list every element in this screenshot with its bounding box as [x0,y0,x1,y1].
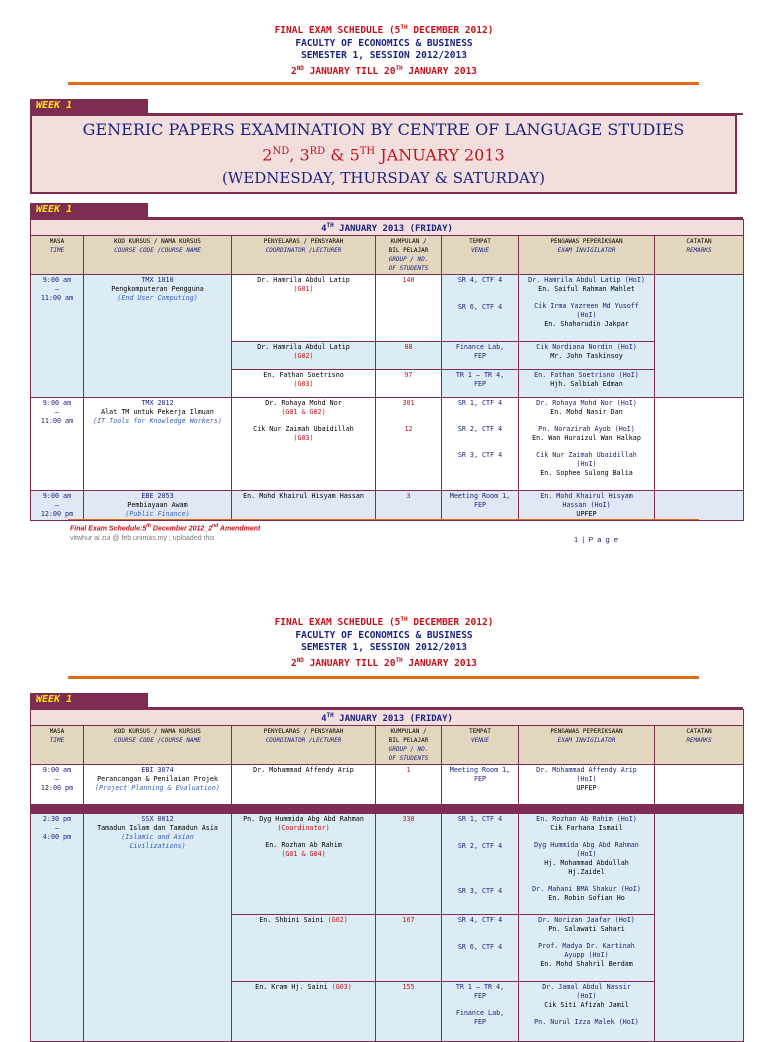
remarks-cell [655,814,744,1042]
spacer [444,434,516,451]
time-text: – [54,408,60,416]
group-code: (G02) [293,352,314,360]
date-text-end: JANUARY 2013 (FRIDAY) [333,224,453,234]
invigilator-hoi: (HoI) [576,850,597,858]
invigilator-cell [519,398,655,491]
col-label: CATATAN [686,238,712,245]
header-title: FINAL EXAM SCHEDULE (5 [274,25,401,37]
col-label-en: GROUP / NO. [388,256,429,263]
footer-part: Final Exam Schedule:5 [70,525,147,533]
invigilator: Cik Siti Afizah Jamil [544,1001,629,1009]
invigilator: En. Wan Huraizul Wan Halkap [532,434,641,442]
header-title-end: DECEMBER 2012) [407,25,494,37]
invigilator-cell [519,275,655,342]
venue: FEP [473,380,487,388]
generic-date-part: JANUARY 2013 [375,145,505,165]
invigilator-hoi: (HoI) [576,311,597,319]
coordinator-cell [232,398,376,491]
week-label-text: WEEK 1 [36,694,73,705]
spacer [444,1001,516,1009]
time-cell [31,765,84,805]
group-code: (G03) [331,983,352,991]
col-label: BIL PELAJAR [388,737,429,744]
invigilator: En. Sophee Sulong Balia [540,469,633,477]
venue: FEP [473,501,487,509]
date-sup: TH [326,712,334,719]
venue-cell [442,765,519,805]
coordinator-name: En. Shbini Saini [259,916,324,924]
header-range-end: JANUARY 2013 [402,65,478,77]
col-label: PENYELARAS / PENSYARAH [263,728,344,735]
course-code: EBE 2053 [141,492,174,500]
col-label-en: COURSE CODE /COURSE NAME [114,247,201,254]
footer-sup: nd [212,523,219,529]
separator-cell [31,805,744,814]
generic-date-part: , 3 [289,145,310,165]
date-row [31,220,744,236]
column-header-row [31,236,744,275]
footer-part: Amendment [218,525,261,533]
invigilator-hoi: (HoI) [576,775,597,783]
generic-title: GENERIC PAPERS EXAMINATION BY CENTRE OF LANGUAGE STUDIES [82,120,685,139]
header-sup: TH [395,656,403,664]
invigilator: Cik Farhana Ismail [550,824,623,832]
col-label: KUMPULAN / [390,238,427,245]
page-header [0,614,768,670]
remarks-cell [655,765,744,805]
col-label: PENYELARAS / PENSYARAH [263,238,344,245]
footer-part: December 2012_2 [150,525,213,533]
col-label: CATATAN [686,728,712,735]
schedule-table [30,709,744,1042]
col-time [31,236,84,275]
course-name: Pembiayaan Awam [127,501,188,509]
coordinator-cell [232,915,376,982]
venue: FEP [473,352,487,360]
course-name: Perancangan & Penilaian Projek [97,775,218,783]
venue-cell [442,275,519,342]
course-name: Pengkomputeran Pengguna [111,285,204,293]
col-remarks [655,726,744,765]
spacer [521,833,652,841]
venue: SR 2, CTF 4 [457,425,503,433]
group-code: (G02) [327,916,348,924]
col-venue [442,726,519,765]
students-count: 301 [402,399,415,407]
invigilator-hoi: Dr. Jamal Abdul Nassir [542,983,631,991]
invigilator-hoi: Cik Nur Zaimah Ubaidillah [536,451,637,459]
invigilator: UPFEP [576,784,597,792]
table-row [31,765,744,805]
venue: Finance Lab, [455,1009,505,1017]
invigilator-cell [519,342,655,370]
table-row [31,491,744,521]
course-name-en: (Islamic and Asian [121,833,194,841]
invigilator-hoi: (HoI) [576,460,597,468]
col-venue [442,236,519,275]
invigilator-cell [519,982,655,1042]
students-count: 155 [376,982,442,1042]
course-name-en: Civilizations) [129,842,186,850]
col-label: PENGAWAS PEPERIKSAAN [550,728,623,735]
col-label: KOD KURSUS / NAMA KURSUS [114,728,201,735]
spacer [444,851,516,887]
coordinator-name: Dr. Hamrila Abdul Latip [257,343,350,351]
coordinator-name: En. Kram Hj. Saini [255,983,328,991]
coordinator-cell [232,275,376,342]
invigilator-cell [519,491,655,521]
venue-cell [442,915,519,982]
header-range: 2 [290,65,297,77]
col-label-en: TIME [49,737,65,744]
spacer [444,285,516,303]
invigilator-cell [519,915,655,982]
invigilator: UPFEP [576,510,597,518]
invigilator-hoi: Dr. Mahani BMA Shakur (HoI) [532,885,641,893]
invigilator-hoi: Dr. Rohaya Mohd Nor (HoI) [536,399,637,407]
uploader-note: vitwhur ai zui @ feb.unimas.my ; uploaded this [70,535,215,542]
header-range-end: JANUARY 2013 [402,657,478,669]
col-label-en: REMARKS [686,247,712,254]
time-text: – [54,285,60,293]
header-range: 2 [290,657,297,669]
venue: SR 6, CTF 4 [457,303,503,311]
col-course [84,236,232,275]
coordinator-cell: Dr. Mohammad Affendy Arip [232,765,376,805]
spacer [378,408,439,425]
time-cell [31,275,84,398]
invigilator-hoi: Dr. Hamrila Abdul Latip (HoI) [528,276,645,284]
venue: TR 1 – TR 4, [455,983,505,991]
week-label [30,99,148,113]
invigilator: Hj.Zaidel [568,868,605,876]
venue: FEP [473,992,487,1000]
venue: Meeting Room 1, [449,492,511,500]
col-label-en: REMARKS [686,737,712,744]
venue: SR 3, CTF 4 [457,451,503,459]
date-sup: TH [326,222,334,229]
spacer [521,1010,652,1018]
coordinator-cell [232,814,376,915]
col-coordinator [232,236,376,275]
time-cell [31,398,84,491]
venue: FEP [473,1018,487,1026]
coordinator-cell [232,342,376,370]
invigilator: En. Shaharudin Jakpar [544,320,629,328]
coordinator-name: En. Fathan Soetrisno [263,371,344,379]
header-sup: TH [400,24,408,31]
time-text: – [54,824,60,832]
coordinator-name: Cik Nur Zaimah Ubaidillah [253,425,354,433]
week-label [30,203,148,217]
group-code: (G01 & G04) [281,850,326,858]
time-text: – [54,775,60,783]
header-title: FINAL EXAM SCHEDULE (5 [274,617,401,629]
invigilator: En. Mohd Nasir Dan [550,408,623,416]
col-label-en: COURSE CODE /COURSE NAME [114,737,201,744]
column-header-row [31,726,744,765]
students-count: 88 [376,342,442,370]
col-label: MASA [49,728,65,735]
group-code: (G03) [293,434,314,442]
students-count: 167 [376,915,442,982]
header-sup: TH [400,616,408,623]
orange-divider [68,82,699,85]
coordinator-name: Dr. Rohaya Mohd Nor [265,399,342,407]
students-count: 3 [376,491,442,521]
col-label-en: VENUE [470,737,490,744]
header-sup: TH [395,64,403,72]
time-cell [31,814,84,1042]
students-count: 1 [376,765,442,805]
invigilator-hoi: Ayupp (HoI) [564,951,609,959]
invigilator-hoi: Prof. Madya Dr. Kartinah [538,942,635,950]
invigilator-hoi: (HoI) [576,992,597,1000]
invigilator-hoi: Dyg Hummida Abg Abd Rahman [534,841,639,849]
remarks-cell [655,491,744,521]
week-label-text: WEEK 1 [36,204,73,215]
venue: SR 2, CTF 4 [457,842,503,850]
date-row [31,710,744,726]
header-sup: ND [296,64,304,72]
invigilator-hoi: Dr. Norizan Jaafar (HoI) [538,916,635,924]
coordinator-name: Dr. Hamrila Abdul Latip [257,276,350,284]
students-count: 140 [376,275,442,342]
col-label: BIL PELAJAR [388,247,429,254]
coordinator-cell [232,982,376,1042]
course-name-en: (End User Computing) [117,294,198,302]
course-code: TMX 2012 [141,399,174,407]
venue-cell [442,814,519,915]
course-cell [84,275,232,398]
col-time [31,726,84,765]
course-cell [84,814,232,1042]
date-cell [31,710,744,726]
invigilator: Pn. Salawati Sahari [548,925,625,933]
invigilator-hoi: En. Mohd Khairul Hisyam [540,492,633,500]
col-label: KOD KURSUS / NAMA KURSUS [114,238,201,245]
group-code: (G01) [293,285,314,293]
col-remarks [655,236,744,275]
orange-divider [68,676,699,679]
generic-date-part: & 5 [325,145,360,165]
course-name-en: (Project Planning & Evaluation) [95,784,220,792]
invigilator-hoi: En. Fathan Soetrisno (HoI) [534,371,639,379]
time-text: 4:00 pm [42,833,72,841]
venue: SR 1, CTF 4 [457,815,503,823]
date-cell [31,220,744,236]
venue-cell [442,370,519,398]
time-text: 2:30 pm [42,815,72,823]
table-row [31,275,744,342]
invigilator: Hjh. Salbiah Edman [550,380,623,388]
coordinator-cell [232,370,376,398]
invigilator-hoi: Hassan (HoI) [562,501,611,509]
col-coordinator [232,726,376,765]
course-name: Alat TM untuk Pekerja Ilmuan [101,408,214,416]
spacer [444,408,516,425]
col-course [84,726,232,765]
col-label: KUMPULAN / [390,728,427,735]
invigilator: En. Robin Sofian Ho [548,894,625,902]
col-label-en: GROUP / NO. [388,746,429,753]
generic-papers-box [30,114,737,194]
page-number: 1 | P a g e [574,535,619,544]
remarks-cell [655,398,744,491]
venue: SR 4, CTF 4 [457,916,503,924]
invigilator-cell [519,370,655,398]
invigilator: En. Saiful Rahman Mahlet [538,285,635,293]
col-label: TEMPAT [469,238,491,245]
date-text-end: JANUARY 2013 (FRIDAY) [333,714,453,724]
col-label: TEMPAT [469,728,491,735]
invigilator-hoi: Cik Irma Yazreen Md Yusoff [534,302,639,310]
col-group [376,726,442,765]
time-text: 11:00 am [40,417,74,425]
header-semester: SEMESTER 1, SESSION 2012/2013 [301,50,467,62]
generic-sup: TH [359,146,376,157]
generic-sup: RD [309,146,326,157]
col-label-en: COORDINATOR /LECTURER [265,247,342,254]
course-cell [84,398,232,491]
venue: SR 6, CTF 4 [457,943,503,951]
course-name: Tamadun Islam dan Tamadun Asia [97,824,218,832]
spacer [521,934,652,942]
venue: Meeting Room 1, [449,766,511,774]
footer-text [70,523,260,532]
students-cell [376,398,442,491]
remarks-cell [655,275,744,398]
col-label-en: TIME [49,247,65,254]
time-cell [31,491,84,521]
col-label: MASA [49,238,65,245]
col-label-en: EXAM INVIGILATOR [557,737,616,744]
venue-cell [442,491,519,521]
spacer [234,417,373,425]
coordinator-role: (Coordinator) [277,824,330,832]
course-code: SSX 0012 [141,815,174,823]
header-semester: SEMESTER 1, SESSION 2012/2013 [301,642,467,654]
col-label-en: VENUE [470,247,490,254]
time-text: 11:00 am [40,294,74,302]
invigilator-hoi: Dr. Mohammad Affendy Arip [536,766,637,774]
col-invigilator [519,726,655,765]
col-invigilator [519,236,655,275]
invigilator-hoi: Cik Nordiana Nordin (HoI) [536,343,637,351]
spacer [521,294,652,302]
course-name-en: (Public Finance) [125,510,190,518]
invigilator-cell [519,814,655,915]
coordinator-name: En. Rozhan Ab Rahim [265,841,342,849]
time-text: 12:00 pm [40,784,74,792]
spacer [521,417,652,425]
venue: TR 1 – TR 4, [455,371,505,379]
generic-dates [32,140,735,167]
header-faculty: FACULTY OF ECONOMICS & BUSINESS [295,629,473,641]
venue: Finance Lab, [455,343,505,351]
invigilator-cell [519,765,655,805]
header-faculty: FACULTY OF ECONOMICS & BUSINESS [295,37,473,49]
header-title-end: DECEMBER 2012) [407,617,494,629]
spacer [521,443,652,451]
invigilator: En. Mohd Shahril Berdam [540,960,633,968]
venue: SR 1, CTF 4 [457,399,503,407]
week-label-text: WEEK 1 [36,100,73,111]
time-text: 9:00 am [42,492,72,500]
venue-cell [442,982,519,1042]
time-text: 12:00 pm [40,510,74,518]
time-text: 9:00 am [42,276,72,284]
coordinator-name: Pn. Dyg Hummida Abg Abd Rahman [243,815,364,823]
footer-divider [68,519,699,520]
invigilator: Mr. John Taskinsoy [550,352,623,360]
spacer [521,877,652,885]
generic-date-part: 2 [262,145,273,165]
header-sup: ND [296,656,304,664]
date-text: 4 [321,714,327,724]
col-group [376,236,442,275]
table-row [31,814,744,915]
course-code: TMX 1010 [141,276,174,284]
venue: SR 3, CTF 4 [457,887,503,895]
course-name-en: (IT Tools for Knowledge Workers) [93,417,222,425]
coordinator-cell: En. Mohd Khairul Hisyam Hassan [232,491,376,521]
col-label-en: COORDINATOR /LECTURER [265,737,342,744]
table-row [31,398,744,491]
venue-cell [442,342,519,370]
course-cell [84,491,232,521]
group-code: (G01 & G02) [281,408,326,416]
group-code: (G03) [293,380,314,388]
separator-row [31,805,744,814]
header-range-mid: JANUARY TILL 20 [303,657,396,669]
generic-sup: ND [272,146,290,157]
col-label-en: EXAM INVIGILATOR [557,247,616,254]
time-text: – [54,501,60,509]
students-count: 12 [404,425,413,433]
spacer [234,833,373,841]
students-count: 97 [376,370,442,398]
header-range-mid: JANUARY TILL 20 [303,65,396,77]
invigilator-hoi: Pn. Nurul Izza Malek (HoI) [534,1018,639,1026]
venue-cell [442,398,519,491]
col-label-en: OF STUDENTS [388,265,429,272]
students-count: 330 [376,814,442,915]
time-text: 9:00 am [42,766,72,774]
week-label [30,693,148,707]
venue: FEP [473,775,487,783]
footer-sup: th [146,523,151,529]
invigilator-hoi: Pn. Norazirah Ayob (HoI) [538,425,635,433]
page-header [0,22,768,78]
spacer [444,925,516,943]
course-cell [84,765,232,805]
date-text: 4 [321,224,327,234]
venue: SR 4, CTF 4 [457,276,503,284]
col-label: PENGAWAS PEPERIKSAAN [550,238,623,245]
invigilator-hoi: En. Rozhan Ab Rahim (HoI) [536,815,637,823]
spacer [444,824,516,842]
generic-days: (WEDNESDAY, THURSDAY & SATURDAY) [222,169,545,188]
invigilator: Hj. Mohammad Abdullah [544,859,629,867]
time-text: 9:00 am [42,399,72,407]
course-code: EBI 3074 [141,766,174,774]
schedule-table [30,219,744,521]
col-label-en: OF STUDENTS [388,755,429,762]
